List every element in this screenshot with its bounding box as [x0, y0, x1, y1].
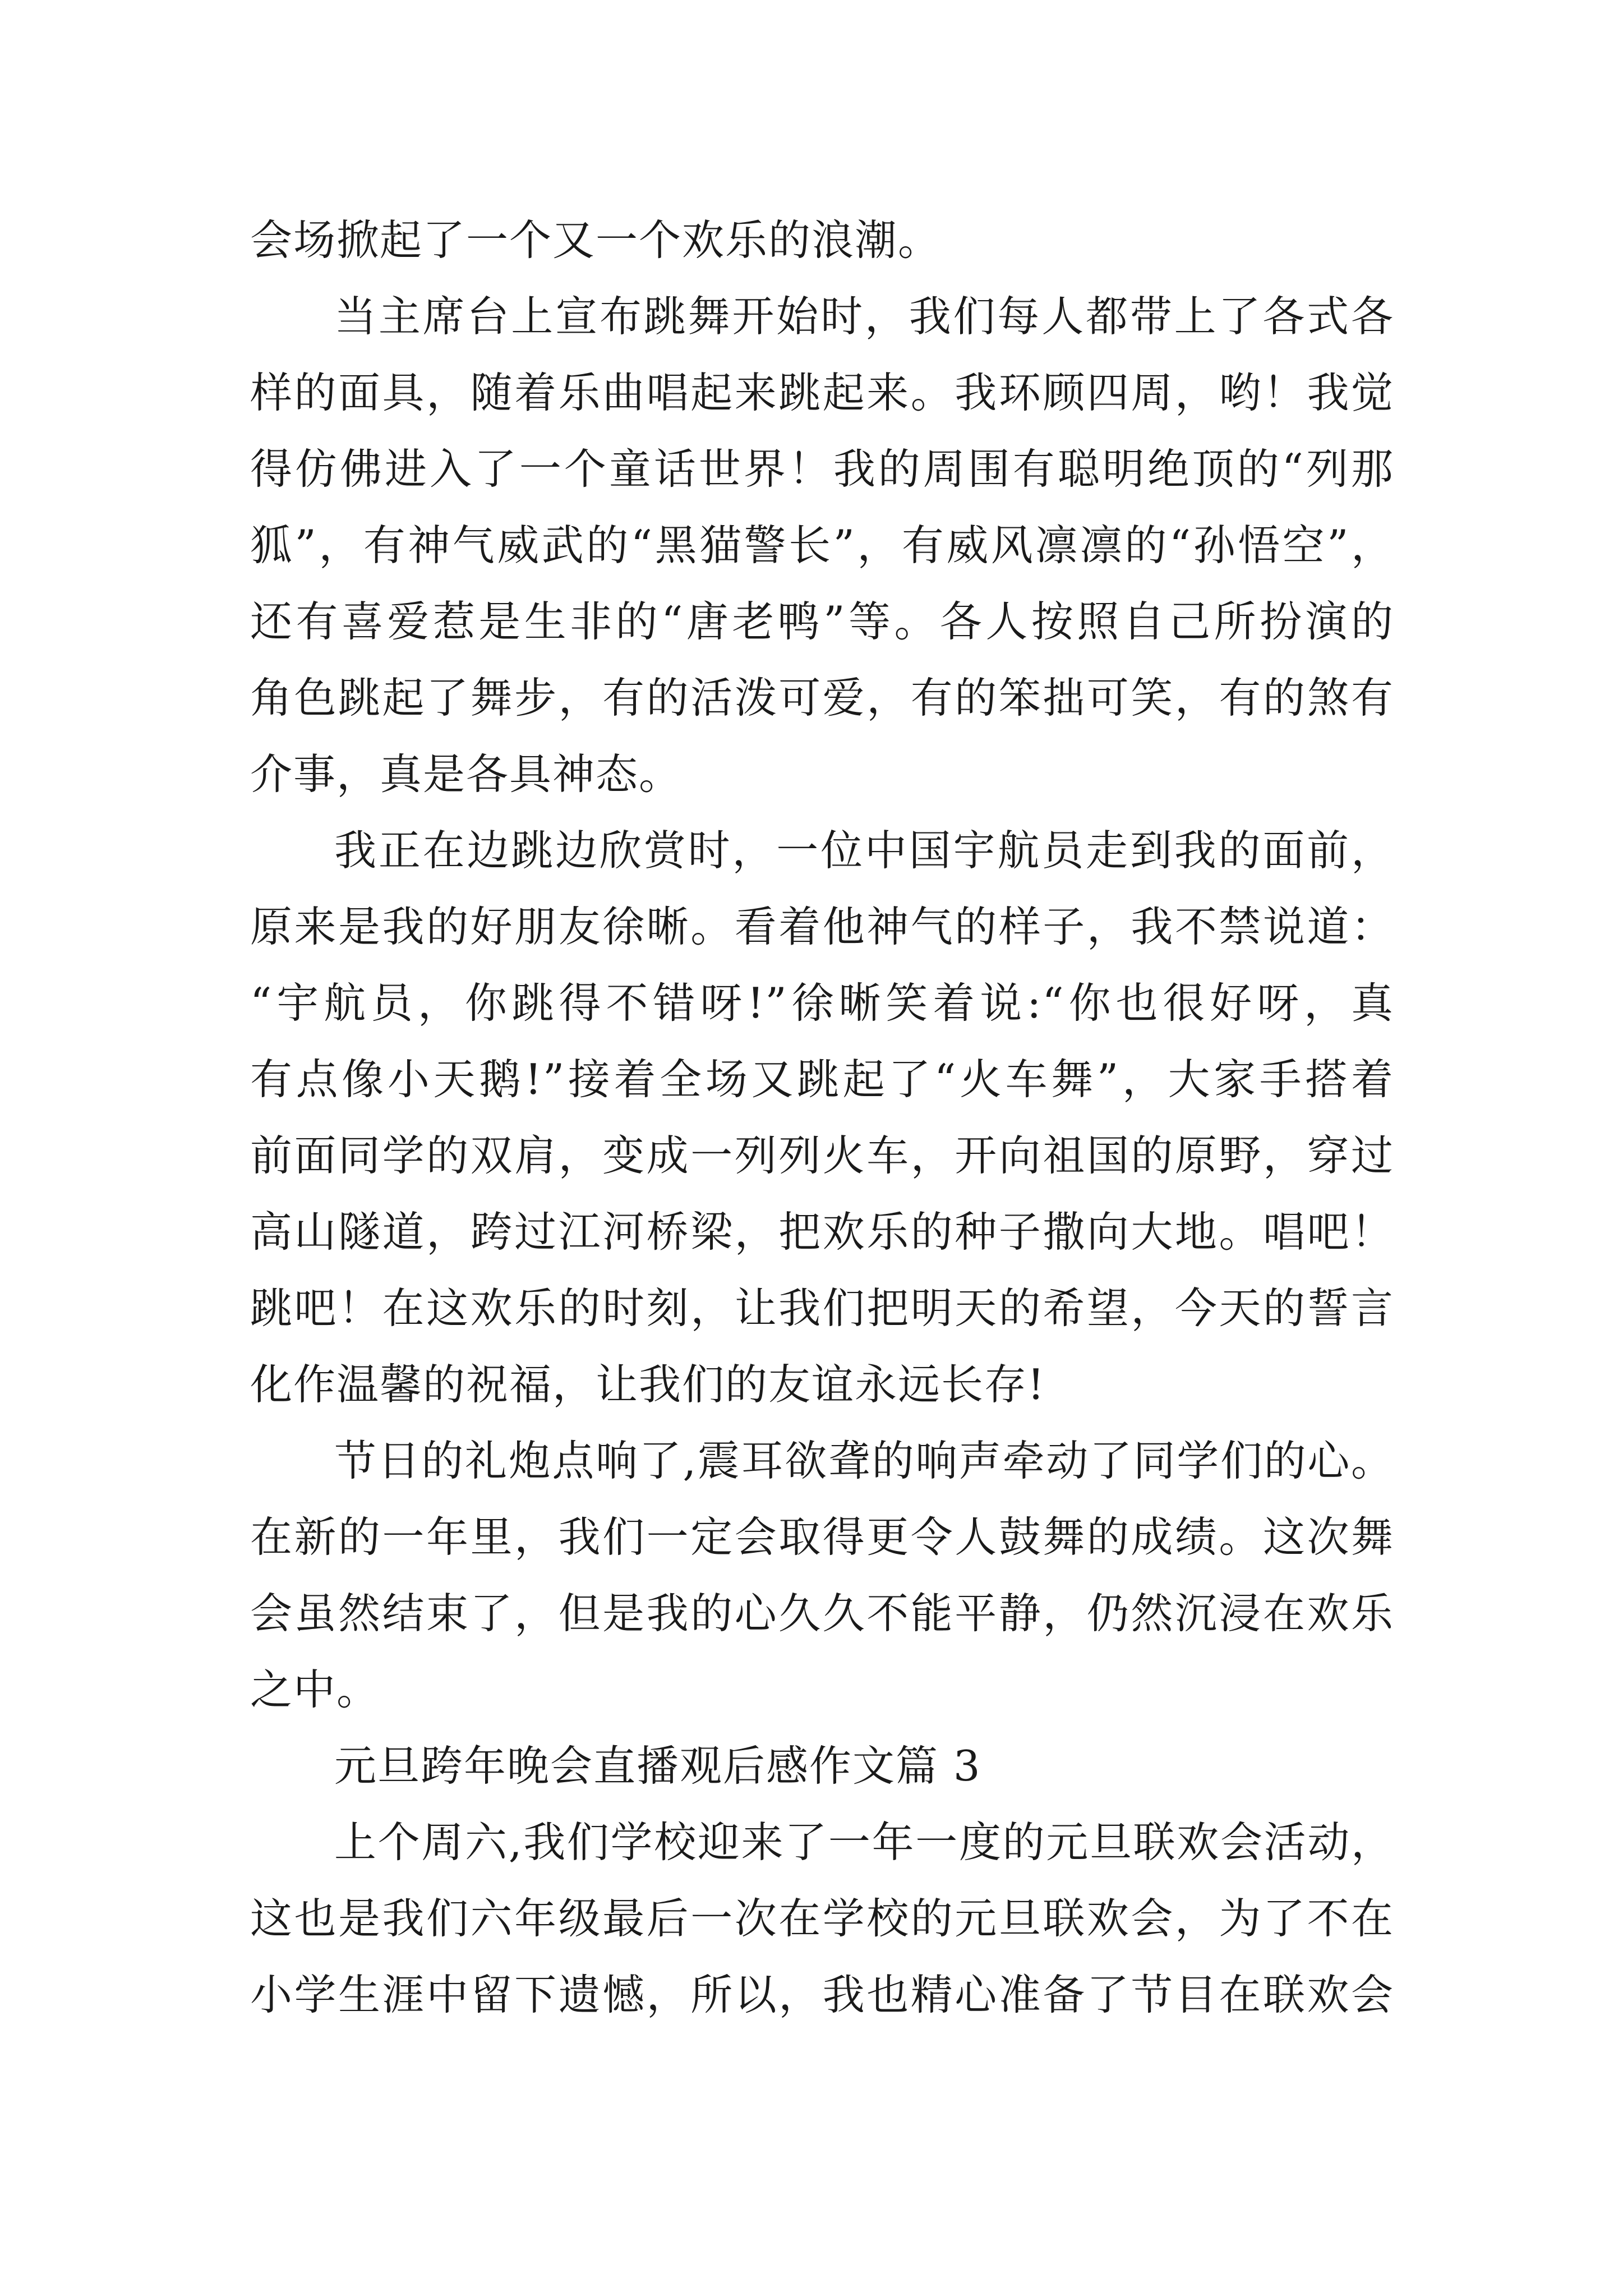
paragraph-line: 还有喜爱惹是生非的“唐老鸭”等。各人按照自己所扮演的	[250, 597, 1394, 646]
paragraph-line: 前面同学的双肩，变成一列列火车，开向祖国的原野，穿过	[250, 1131, 1394, 1180]
paragraph-line: “宇航员，你跳得不错呀!”徐晰笑着说:“你也很好呀，真	[250, 978, 1394, 1028]
paragraph-line: 当主席台上宣布跳舞开始时，我们每人都带上了各式各	[334, 292, 1394, 341]
document-body	[250, 202, 1394, 2033]
paragraph-line: 小学生涯中留下遗憾，所以，我也精心准备了节目在联欢会	[250, 1970, 1394, 2019]
paragraph-line: 狐”，有神气威武的“黑猫警长”，有威风凛凛的“孙悟空”，	[250, 521, 1394, 570]
paragraph-line: 会虽然结束了，但是我的心久久不能平静，仍然沉浸在欢乐	[250, 1589, 1394, 1638]
paragraph-line: 上个周六,我们学校迎来了一年一度的元旦联欢会活动，	[334, 1818, 1394, 1867]
paragraph-line: 高山隧道，跨过江河桥梁，把欢乐的种子撒向大地。唱吧！	[250, 1207, 1394, 1257]
paragraph-line: 会场掀起了一个又一个欢乐的浪潮。	[250, 215, 942, 265]
section-heading: 元旦跨年晚会直播观后感作文篇 3	[334, 1741, 981, 1791]
paragraph-line: 介事，真是各具神态。	[250, 749, 683, 799]
paragraph-line: 在新的一年里，我们一定会取得更令人鼓舞的成绩。这次舞	[250, 1512, 1394, 1562]
paragraph-line: 原来是我的好朋友徐晰。看着他神气的样子，我不禁说道：	[250, 902, 1394, 951]
paragraph-line: 我正在边跳边欣赏时，一位中国宇航员走到我的面前，	[334, 826, 1394, 875]
paragraph-line: 有点像小天鹅!”接着全场又跳起了“火车舞”，大家手搭着	[250, 1055, 1394, 1104]
paragraph-line: 之中。	[250, 1665, 380, 1714]
paragraph-line: 这也是我们六年级最后一次在学校的元旦联欢会，为了不在	[250, 1894, 1394, 1943]
paragraph-line: 跳吧！在这欢乐的时刻，让我们把明天的希望，今天的誓言	[250, 1283, 1394, 1333]
paragraph-line: 角色跳起了舞步，有的活泼可爱，有的笨拙可笑，有的煞有	[250, 673, 1394, 723]
paragraph-line: 得仿佛进入了一个童话世界！我的周围有聪明绝顶的“列那	[250, 444, 1394, 494]
paragraph-line: 样的面具，随着乐曲唱起来跳起来。我环顾四周，哟！我觉	[250, 368, 1394, 417]
paragraph-line: 化作温馨的祝福，让我们的友谊永远长存!	[250, 1360, 1046, 1409]
paragraph-line: 节日的礼炮点响了,震耳欲聋的响声牵动了同学们的心。	[334, 1436, 1394, 1485]
